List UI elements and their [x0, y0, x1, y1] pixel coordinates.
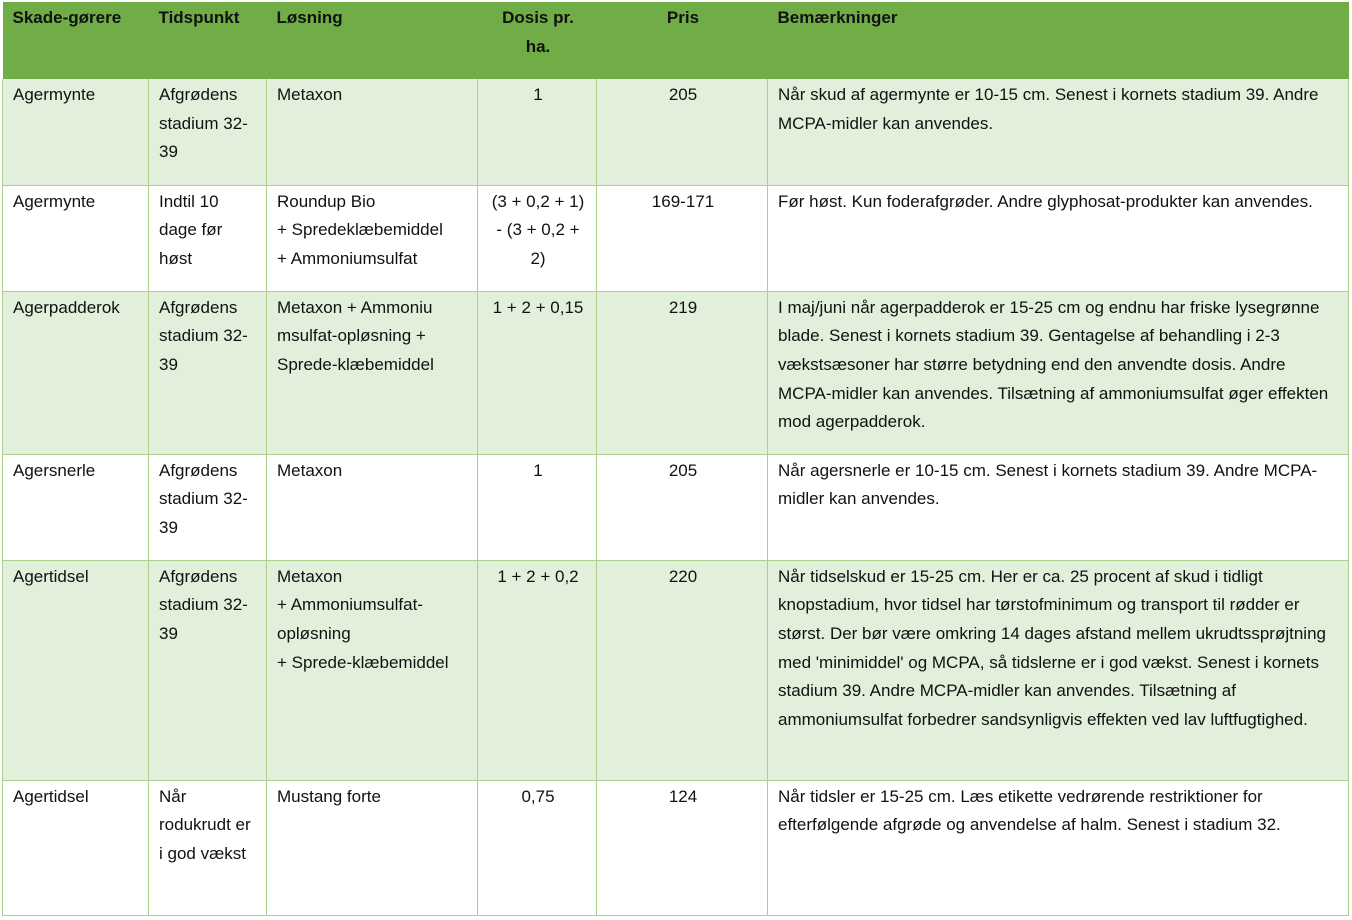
cell-timing: Afgrødens stadium 32-39 [149, 79, 267, 185]
header-dose: Dosis pr. ha. [502, 8, 574, 56]
table-row [3, 291, 1349, 454]
cell-dose: 1 + 2 + 0,2 [478, 560, 597, 780]
header-pest: Skade-gørere [12, 8, 122, 27]
table-row [3, 185, 1349, 291]
cell-remarks: I maj/juni når agerpadderok er 15-25 cm og endnu har friske lysegrønne blade. Senest i kornets stadium 39. Gentagelse af behandling i 2-3 vækstsæsoner har større betydning end den anvendte dosis. Andre MCPA-midler kan anvendes. Tilsætning af ammoniumsulfat øger effekten mod agerpadderok. [768, 291, 1349, 454]
cell-price: 169-171 [597, 185, 768, 291]
header-remarks: Bemærkninger [777, 8, 898, 27]
solution-line: Mustang forte [277, 786, 381, 806]
cell-remarks: Når skud af agermynte er 10-15 cm. Senest i kornets stadium 39. Andre MCPA-midler kan anvendes. [768, 79, 1349, 185]
solution-line: + Spredeklæbemiddel [277, 220, 443, 240]
header-solution: Løsning [276, 8, 343, 27]
table-row [3, 454, 1349, 560]
cell-timing: Indtil 10 dage før høst [149, 185, 267, 291]
cell-timing: Afgrødens stadium 32-39 [149, 291, 267, 454]
cell-remarks: Før høst. Kun foderafgrøder. Andre glyphosat-produkter kan anvendes. [768, 185, 1349, 291]
cell-pest: Agertidsel [3, 780, 149, 915]
solution-line: Metaxon [277, 85, 343, 104]
cell-pest: Agersnerle [3, 454, 149, 560]
solution-line: + Ammoniumsulfat [277, 248, 418, 268]
table-row [3, 780, 1349, 915]
cell-timing: Afgrødens stadium 32-39 [149, 454, 267, 560]
cell-pest: Agertidsel [3, 560, 149, 780]
cell-pest: Agermynte [3, 79, 149, 185]
cell-dose: (3 + 0,2 + 1) - (3 + 0,2 + 2) [478, 185, 597, 291]
cell-timing: Afgrødens stadium 32-39 [149, 560, 267, 780]
solution-line: Metaxon + Ammoniu msulfat-opløsning + Sprede-klæbemiddel [277, 297, 434, 374]
cell-pest: Agerpadderok [3, 291, 149, 454]
herbicide-table-container [2, 2, 1349, 916]
cell-solution [267, 560, 478, 780]
cell-solution [267, 79, 478, 185]
herbicide-table [2, 2, 1349, 916]
cell-dose: 1 [478, 454, 597, 560]
solution-line: Metaxon [277, 460, 343, 480]
cell-price: 205 [597, 454, 768, 560]
header-timing: Tidspunkt [158, 8, 240, 27]
cell-price: 124 [597, 780, 768, 915]
table-row [3, 79, 1349, 185]
cell-solution [267, 780, 478, 915]
cell-remarks: Når agersnerle er 10-15 cm. Senest i kornets stadium 39. Andre MCPA-midler kan anvendes. [768, 454, 1349, 560]
table-header-row [3, 2, 1349, 79]
header-price: Pris [666, 8, 700, 27]
cell-solution [267, 291, 478, 454]
solution-line: + Sprede-klæbemiddel [277, 652, 449, 672]
cell-pest: Agermynte [3, 185, 149, 291]
cell-timing: Når rodukrudt er i god vækst [149, 780, 267, 915]
cell-solution [267, 454, 478, 560]
cell-dose: 1 + 2 + 0,15 [478, 291, 597, 454]
cell-dose: 1 [478, 79, 597, 185]
solution-line: + Ammoniumsulfat-opløsning [277, 595, 423, 643]
table-row [3, 560, 1349, 780]
cell-remarks: Når tidselskud er 15-25 cm. Her er ca. 25 procent af skud i tidligt knopstadium, hvor tidsel har tørstofminimum og transport til rødder er størst. Der bør være omkring 14 dages afstand mellem ukrudtssprøjtning med 'minimiddel' og MCPA, så tidslerne er i god vækst. Senest i kornets stadium 39. Andre MCPA-midler kan anvendes. Tilsætning af ammoniumsulfat forbedrer sandsynligvis effekten ved lav luftfugtighed. [768, 560, 1349, 780]
cell-price: 205 [597, 79, 768, 185]
solution-line: Metaxon [277, 566, 343, 586]
cell-solution [267, 185, 478, 291]
solution-line: Roundup Bio [277, 191, 376, 211]
cell-remarks: Når tidsler er 15-25 cm. Læs etikette vedrørende restriktioner for efterfølgende afgrøde og anvendelse af halm. Senest i stadium 32. [768, 780, 1349, 915]
cell-dose: 0,75 [478, 780, 597, 915]
cell-price: 220 [597, 560, 768, 780]
cell-price: 219 [597, 291, 768, 454]
